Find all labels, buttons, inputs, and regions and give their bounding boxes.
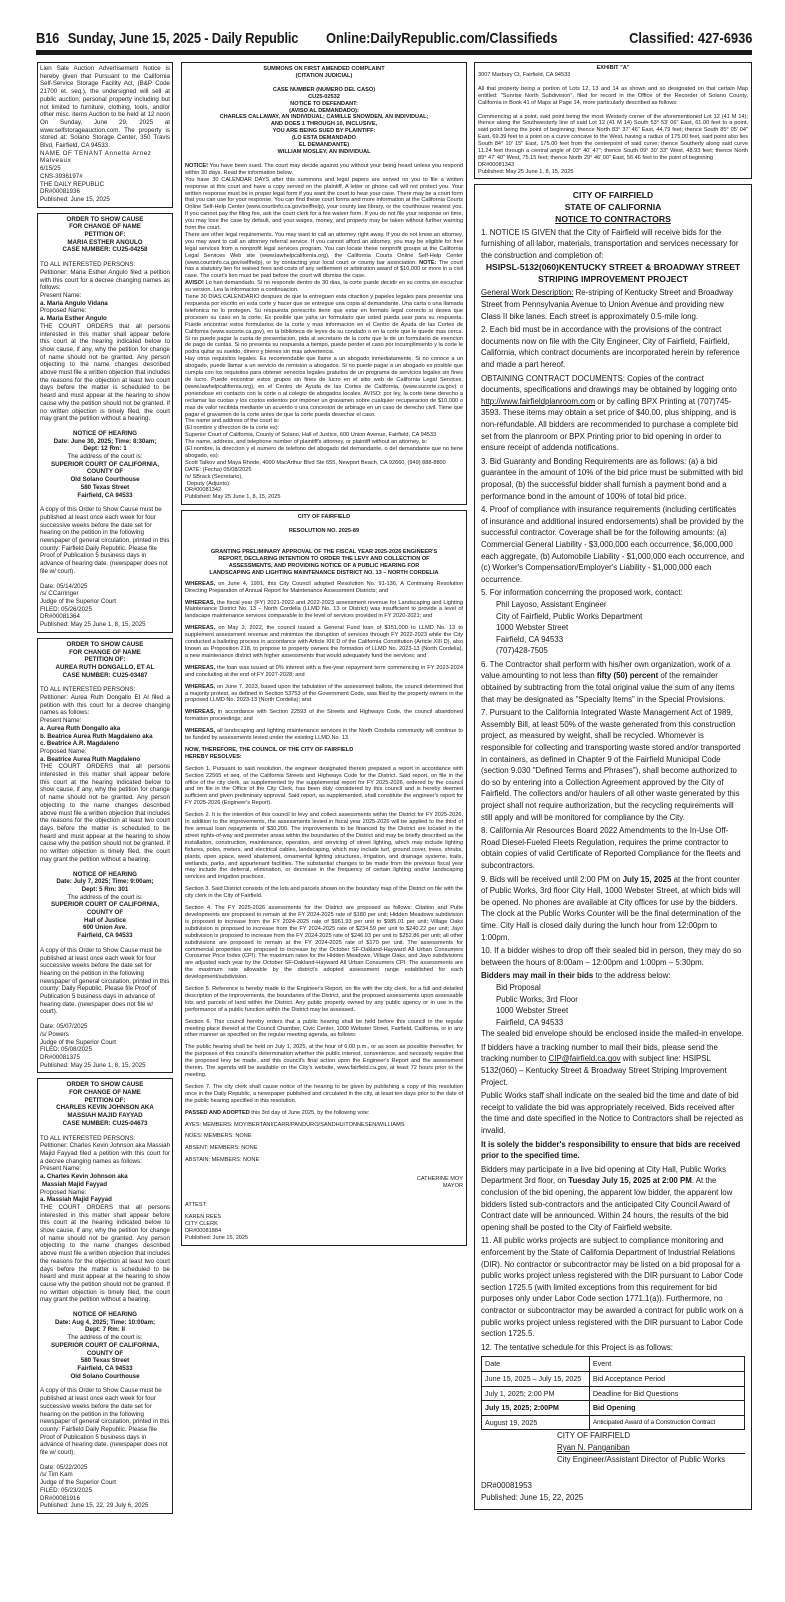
mail-address-line: Public Works, 3rd Floor xyxy=(496,994,578,1004)
case-number: CASE NUMBER: CU25-04258 xyxy=(62,246,148,254)
footer-line: FILED: 05/23/2025 xyxy=(40,1486,92,1494)
court-orders-text: THE COURT ORDERS that all persons interested in this matter shall appear before this court at the hearing indicated below to show cause, if any, why the petition for change of name should not be granted. Any person objecting to the name changes described above must file a written objection that includes the reasons for the objection at least two court days before the matter is scheduled to be heard and must appear at the hearing to show cause why the petition should not be granted. If no written objection is timely filed, the court may grant the petition without a hearing. xyxy=(40,1203,170,1304)
passed-label: PASSED AND ADOPTED xyxy=(185,1109,250,1116)
notice-title: ORDER TO SHOW CAUSE xyxy=(66,215,144,223)
section-2: Section 2. It is the intention of this council to levy and collect assessments within the District for FY 2025-2026. In addition to the improvements, the assessments levied in fiscal year 2025-2026 will be applied to the third of five annual loan repayments of $30,200. The improvements to be financed by the District are located in the street rights-of-way and perimeter areas within the boundaries of the District and may be briefly described as the installation, construction, maintenance, operation, and servicing of street lighting, which may include lighting fixtures, poles, meters, and electrical cables, landscaping, which may include turf, ground cover, trees, shrubs, plants, open space, weed abatement, ornamental lighting structures, irrigation, and drainage systems, trails, wetlands, parks, and appurtenant facilities. The substantial changes to be made from the previous fiscal year may include the deferral, elimination, or decrease in the frequency of certain lighting and/or landscaping services and irrigation practices. xyxy=(185,812,463,881)
case-line: YOU ARE BEING SUED BY PLAINTIFF: xyxy=(272,128,376,135)
footer-line: DR#00081364 xyxy=(40,613,80,621)
para-text: Lo han demandado. Si no responde dentro de 30 dias, la corte puede decidir en su contra sin escuchar su version. Lea la informacion a continuacion. xyxy=(185,280,463,294)
gwd-label: General Work Description: xyxy=(481,288,574,298)
general-work-description xyxy=(481,287,745,322)
notice-title: ORDER TO SHOW CAUSE xyxy=(66,640,144,648)
address-intro: The address of the court is: xyxy=(67,893,143,901)
ntc-item-8: 8. California Air Resources Board 2022 Amendments to the In-Use Off-Road Diesel-Fueled Fleets Regulation, requires the prime contractor to obtain copies of valid Certificate of Reported Compliance for the fleets and subcontractors. xyxy=(481,826,741,870)
mail-address-line: 1000 Webster Street xyxy=(496,1006,569,1016)
exhibit-legal-description: Commencing at a point, said point being the most Westerly corner of the aforementioned Lot 12 (41 M 14); thence along the Southwesterly line of said Lot 12 (41 M 14) South 53° 53' 06" East, 61.00 feet to a point, said point being the point of beginning; thence North 83° 37' 46" East, 44.79 feet; thence South 85° 05' 04" East, 69.39 feet to a point on a curve concave to the West, having a radius of 175.00 feet, said point also lies South 84° 10' 15" East, 175.00 feet from the centerpoint of said curve; thence Southerly along said curve 11.24 feet through a central angle of 03° 40' 47"; thence South 09° 30' 33" West, 48.93 feet; thence North 89° 47' 40" West, 75.15 feet; thence North 29° 46' 00" East, 56.46 feet to the point of beginning xyxy=(478,113,748,161)
section-7: Section 7. The city clerk shall cause notice of the hearing to be given by publishing a copy of this resolution once in the Daily Republic, a newspaper published and circulated in the city, at least ten days prior to the date of the public hearing specified in this resolution. xyxy=(185,1083,463,1104)
footer-line: Published: June 15, 22, 29 July 6, 2025 xyxy=(40,1502,149,1510)
footer-line: FILED: 05/26/2025 xyxy=(40,605,92,613)
live-bid-opening xyxy=(481,1164,745,1234)
clause-text: on June 4, 1991, this City Council adopted Resolution No. 91-136, A Continuing Resolution Directing Preparation of Annual Report for Maintenance Assessment Districts; and xyxy=(185,580,463,594)
sealed-envelope-note: The sealed bid envelope should be enclosed inside the mailed-in envelope. xyxy=(481,1029,744,1039)
clerk-name: KAREN REES xyxy=(185,1213,222,1220)
obtaining-documents xyxy=(481,373,745,454)
footer-line: /s/ Powers xyxy=(40,1030,69,1038)
cip-email-link[interactable]: CIP@fairfield.ca.gov xyxy=(548,1054,621,1064)
mail-address-line: Bid Proposal xyxy=(496,982,541,992)
court-line: 580 Texas Street xyxy=(80,1357,130,1365)
whereas-label: WHEREAS, xyxy=(185,625,216,632)
proposed-name-label: Proposed Name: xyxy=(40,307,87,315)
notice-para xyxy=(185,163,463,177)
exhibit-address: 3007 Marbury Ct, Fairfield, CA 94533 xyxy=(478,71,571,78)
page-number: B16 xyxy=(36,30,60,47)
obtain-text: or by calling BPX Printing at (707)745-3593. These items may obtain a set price of $40.00, plus shipping, and is non-refundable. All bidders are recommended to purchase a complete bid set from the planroom or BPX Printing prior to bid opening in order to ensure receipt of addenda notifications. xyxy=(481,396,739,453)
ntc-item-10: 10. If a bidder wishes to drop off their sealed bid in person, they may do so between the hours of 8:00am – 12:00pm and 1:00pm – 5:30pm. xyxy=(481,946,742,967)
court-line: (El nombre, la direccion y el numero de telefono del abogado del demandante, o del demandante que no tiene abogado, es): xyxy=(185,446,463,459)
to-all-label: TO ALL INTERESTED PERSONS: xyxy=(40,1134,136,1142)
section-5: Section 5. Reference is hereby made to the Engineer's Report, on file with the city clerk, for a full and detailed description of the improvements, the boundaries of the District, and the proposed assessments upon assessable lots and parcels of land within the District. Any public property owned by any public agency or in use in the performance of a public function within the District may be assessed. xyxy=(185,986,463,1013)
passed-adopted xyxy=(185,1110,463,1117)
petitioner-text: Petitioner: Maria Esther Angulo filed a petition with this court for a decree changing names as follows: xyxy=(40,268,170,292)
whereas-label: WHEREAS, xyxy=(185,709,216,716)
ntc-item-12: 12. The tentative schedule for this Project is as follows: xyxy=(481,1342,673,1352)
ntc-item-7: 7. Pursuant to the California Integrated Waste Management Act of 1989, Assembly Bill, at least 50% of the waste generated from this construction project, as measured by weight, shall be recycled. Whomever is responsible for collecting and transporting waste stored and/or transported in containers, as defined in Chapter 9 of the Fairfield Municipal Code (section 9.030 "Defined Terms and Phrases"), shall become authorized to do so by entering into a Collection Agreement approved by the City of Fairfield. The collectors and/or haulers of all other waste generated by this project shall not require authorization, but the recycling requirements will still apply and will be monitored for compliance by the City. xyxy=(481,708,741,822)
mayor-title: MAYOR xyxy=(442,1183,463,1190)
header-date: Date xyxy=(482,1357,590,1372)
masthead xyxy=(36,30,752,52)
schedule-header-row xyxy=(482,1357,745,1372)
resolves-heading: NOW, THEREFORE, THE COUNCIL OF THE CITY OF FAIRFIELD xyxy=(185,746,354,753)
to-all-label: TO ALL INTERESTED PERSONS: xyxy=(40,686,136,694)
notice-title: FOR CHANGE OF NAME xyxy=(69,223,141,231)
notice-title: PETITION OF: xyxy=(84,231,126,239)
clause-text: in accordance with Section 22593 of the Streets and Highways Code, the council abandoned formation proceedings; and xyxy=(185,709,463,723)
notice-label: NOTICE! xyxy=(185,162,208,169)
summons-subtitle: (CITATION JUDICIAL) xyxy=(295,72,353,79)
ntc-item-11: 11. All public works projects are subject to compliance monitoring and enforcement by the State of California Department of Industrial Relations (DIR). No contractor or subcontractor may be listed on a bid proposal for a public works project unless registered with the DIR pursuant to Labor Code section 1725.5 (with limited exceptions from this requirement for bid purposes only under Labor Code section 1771.1(a)). Furthermore, no contractor or subcontractor may be awarded a contract for public work on a public works project unless registered with the DIR pursuant to Labor Code section 1725.5. xyxy=(481,1236,744,1339)
whereas-label: WHEREAS, xyxy=(185,599,216,606)
schedule-event: Bid Acceptance Period xyxy=(589,1371,744,1386)
court-line: SUPERIOR COURT OF CALIFORNIA, xyxy=(51,901,159,909)
present-name: c. Beatrice A.R. Magdaleno xyxy=(40,740,120,748)
lien-line: 6/15/25 xyxy=(40,165,61,173)
case-number: CASE NUMBER: CU25-03487 xyxy=(62,671,148,679)
present-name-label: Present Name: xyxy=(40,717,82,725)
section-4: Section 4. The FY 2025-2026 assessments for the District are proposed as follows: Citation and Pulte developments are proposed to remain at the FY 2024-2025 rate of $180 per unit; Hidden Meadows subdivision is proposed to increase from the FY 2024-2025 rate of $961.93 per unit to $985.01 per unit; Village Oaks subdivision is proposed to increase from the FY 2024-2025 rate of $234.59 per unit to $240.22 per unit; Jayo subdivision is proposed to increase from the FY 2024-2025 rate of $246.93 per unit to $252.86 per unit; all other subdivisions are proposed to remain at the FY 2024-2025 rate of $170 per unit. The assessments for commercial properties are proposed to increase by the October SF-Oakland-Hayward All Urban Consumers Consumer Price Index (CPI). The maximum rates for the Hidden Meadows, Village Oaks, and Jayo subdivisions are adjusted each year by the October SF-Oakland-Hayward All Urban Consumers CPI. The assessments are the maximum rate allowable by the district's adopted assessment range established for each development/subdivision. xyxy=(185,905,463,981)
planroom-link[interactable]: http://www.fairfieldplanroom.com xyxy=(481,396,596,406)
published-line: Published: June 15, 22, 2025 xyxy=(481,1492,584,1502)
ntc-item-6 xyxy=(481,659,745,705)
defendants: CHARLES CALLAWAY, AN INDIVIDUAL; CAMILLE SNOWDEN, AN INDIVIDUAL; xyxy=(219,114,429,121)
header-rule xyxy=(36,50,752,55)
hearing-date: Date: June 30, 2025; Time: 8:30am; xyxy=(53,437,157,445)
aviso-para xyxy=(185,280,463,294)
tracking-text: If bidders have a tracking number to mail their bids, please send the tracking number to xyxy=(481,1042,718,1064)
footer-line: Judge of the Superior Court xyxy=(40,1479,117,1487)
mayor-name: CATHERINE MOY xyxy=(416,1176,463,1183)
item-text: of the remainder obtained by subtracting from the total original value the sum of any items that may be designated as "Specialty Items" in the Special Provisions. xyxy=(481,671,735,704)
ntc-city: CITY OF FAIRFIELD xyxy=(572,189,654,200)
lien-body: Lien Sale Auction Advertisement Notice is hereby given that Pursuant to the California Self-Service Storage Facility Act, (B&P Code 21700 et. seq.), the undersigned will sell at public auction; personal property including but not limited to furniture, clothing, tools, and/or other misc. items Auction to be held at 12 noon On Sunday, June 29, 2025 at www.selfstorageauction.com. The property is stored at: Solano Storage Center, 350 Travis Blvd, Fairfield, CA 94533. xyxy=(40,65,170,150)
contact-line: Phil Layoso, Assistant Engineer xyxy=(496,599,607,609)
page-date-line xyxy=(36,30,298,47)
contact-line: City of Fairfield, Public Works Department xyxy=(496,611,643,621)
proposed-name-label: Proposed Name: xyxy=(40,1188,87,1196)
whereas-clause xyxy=(185,684,463,705)
ntc-title: NOTICE TO CONTRACTORS xyxy=(555,213,671,224)
vote-absent: ABSENT: MEMBERS: NONE xyxy=(185,1145,258,1152)
to-all-label: TO ALL INTERESTED PERSONS: xyxy=(40,261,136,269)
court-address: Superior Court of California, County of Solano, Hall of Justice, 600 Union Avenue, Fairfield, CA 94533 xyxy=(185,432,437,439)
court-line: Fairfield, CA 94533 xyxy=(77,932,133,940)
summons-para xyxy=(185,232,463,280)
column-right xyxy=(474,62,752,1515)
court-line: Old Solano Courthouse xyxy=(70,1372,140,1380)
section-3: Section 3. Said District consists of the lots and parcels shown on the boundary map of the District on file with the city clerk in the City of Fairfield. xyxy=(185,886,463,900)
mail-address-line: Fairfield, CA 94533 xyxy=(496,1017,564,1027)
lien-line: Published: June 15, 2025 xyxy=(40,195,110,203)
summons-title: SUMMONS ON FIRST AMENDED COMPLAINT xyxy=(263,66,385,72)
publication-text: A copy of this Order to Show Cause must be published at least once each week for four successive weeks before the date set for hearing on the petition in the following newspaper of general circulation, printed in this county: Fairfield Daily Republic. Please file Proof of Publication 5 business days in advance of hearing date. (newspaper does not file w/ court). xyxy=(40,506,170,575)
item-text: 9. Bids will be received until 2:00 PM on xyxy=(481,874,623,884)
present-name: b. Beatrice Aurea Ruth Magdaleno aka xyxy=(40,732,153,740)
item-text: 6. The Contractor shall perform with his/her own organization, work of a value amounting to not less than xyxy=(481,659,731,681)
notice-title: FOR CHANGE OF NAME xyxy=(69,1089,141,1097)
hearing-date: Date: Aug 4, 2025; Time: 10:00am; xyxy=(54,1318,156,1326)
vote-abstain: ABSTAIN: MEMBERS: NONE xyxy=(185,1157,260,1164)
lien-line: CNS-3936197# xyxy=(40,172,83,180)
schedule-event: Bid Opening xyxy=(589,1401,744,1416)
aviso-label: AVISO! xyxy=(185,280,204,287)
hearing-date: Date: July 7, 2025; Time: 9:00am; xyxy=(56,878,154,886)
footer-line: Published: May 25 June 1, 8, 15, 2025 xyxy=(40,621,146,629)
published-line: Published: May 25 June 1, 8, 15, 2025 xyxy=(478,168,574,175)
footer-line: Judge of the Superior Court xyxy=(40,1038,117,1046)
footer-line: /s/ CCarringer xyxy=(40,590,79,598)
staff-note: Public Works staff shall indicate on the sealed bid the time and date of bid receipt to validate the bid was appropriately received. Bids received after the time and date specified in the Notice to Contractors shall be rejected as invalid. xyxy=(481,1091,744,1136)
court-line: COUNTY OF xyxy=(86,468,124,476)
mail-bold: Bidders may mail in their bids xyxy=(481,971,594,981)
petitioner-name: AUREA RUTH DONGALLO, ET AL xyxy=(55,663,155,671)
court-line: Old Solano Courthouse xyxy=(70,476,140,484)
defendants: AND DOES 1 THROUGH 10, INCLUSIVE, xyxy=(270,121,378,128)
present-name: a. Aurea Ruth Dongallo aka xyxy=(40,724,121,732)
court-orders-text: THE COURT ORDERS that all persons interested in this matter shall appear before this court at the hearing indicated below to show cause, if any, why the petition for change of name should not be granted. Any person objecting to the name changes described above must file a written objection that includes the reasons for the objection at least two court days before the matter is scheduled to be heard and must appear at the hearing to show cause why the petition should not be granted. If no written objection is timely filed, the court may grant the petition without a hearing. xyxy=(40,763,170,863)
attorney-info: Scott Talkov and Maya Rhode, 4000 MacArthur Blvd Ste 655, Newport Beach, CA 92660, (949) 888-8800 xyxy=(185,459,446,466)
notice-title: ORDER TO SHOW CAUSE xyxy=(66,1081,144,1089)
proposed-name: a. Maria Esther Angulo xyxy=(40,315,107,323)
hearing-title: NOTICE OF HEARING xyxy=(73,1311,137,1319)
live-text: . At the conclusion of the bid opening, the apparent low bidder, the apparent low bidders listed sub-contractors and the anticipated City Council Award of Contract date will be announced. Within 24 hours, the results of the bid opening shall be posted to the City of Fairfield website. xyxy=(481,1176,733,1232)
whereas-label: WHEREAS, xyxy=(185,580,216,587)
contact-line: 1000 Webster Street xyxy=(496,623,569,633)
hearing-title: NOTICE OF HEARING xyxy=(73,429,137,437)
published-line: Published: June 15, 2025 xyxy=(185,1234,249,1241)
clause-text: on June 7, 2023, based upon the tabulation of the assessment ballots, the council determined that a majority protest, as defined in Section 53753 of the Government Code, was filed by the property owners in the proposed LLMD No. 2023-13 (North Cordelia); and xyxy=(185,683,463,704)
tracking-text: with subject line: HSIPSL 5132(060) – Kentucky Street & Broadway Street Striping Improvement Project. xyxy=(481,1054,727,1087)
passed-text: this 3rd day of June 2025, by the following vote: xyxy=(249,1109,370,1116)
footer-line: DR#00081375 xyxy=(40,1053,80,1061)
case-line: EL DEMANDANTE) xyxy=(298,142,350,149)
dr-number: DR#00081343 xyxy=(478,161,515,168)
address-intro: The address of the court is: xyxy=(67,453,143,461)
ntc-item-3: 3. Bid Guaranty and Bonding Requirements are as follows: (a) a bid guarantee in the amount of 10% of the bid price must be submitted with bid proposal, (b) the successful bidder shall furnish a payment bond and a performance bond in the amount of 100% of total bid price. xyxy=(481,456,743,501)
gwd-text: Re-striping of Kentucky Street and Broadway Street from Pennsylvania Avenue to Union Avenue and providing new Class II bike lanes. Each street is approximately 0.5-mile long. xyxy=(481,288,734,321)
summons-date: DATE: (Fecha) 05/08/2025 xyxy=(185,466,252,473)
schedule-row xyxy=(482,1415,745,1430)
column-middle xyxy=(181,62,467,1251)
ntc-item-2: 2. Each bid must be in accordance with the provisions of the contract documents now on file with the City Engineer, City of Fairfield, Fairfield, California, which contract documents are incorporated herein by reference and made a part hereof. xyxy=(481,325,740,370)
whereas-clause xyxy=(185,625,463,660)
footer-line: Date: 05/14/2025 xyxy=(40,582,88,590)
signature-city: CITY OF FAIRFIELD xyxy=(557,1431,631,1441)
section-6: Section 6. This council hereby orders that a public hearing shall be held before this council in the regular meeting place thereof at the Council Chamber, Civic Center, 1000 Webster Street, Fairfield, California, or in any other manner as specified on the regular meeting agenda, as follows: xyxy=(185,1018,463,1039)
summons-para: Hay otros requisitos legales. Es recomendable que llame a un abogado inmediatamente. Si no conoce a un abogado, puede llamar a un servicio de remision a abogados. Si no puede pagar a un abogado es posible que cumpla con los requisitos para obtener servicios legales gratuitos de un programa de servicios legales sin fines de lucro. Puede encontrar estos grupos sin fines de lucro en el sitio web de California Legal Services, (www.lawhelpcalifornia.org), en el Centro de Ayuda de las Cortes de California, (www.sucorte.ca.gov) o poniendose en contacto con la corte o al colegio de abogados locales. AVISO: por ley, la corte tiene derecho a reclamar las cuotas y los costos extentos por imponer un gravamen sobre cualquier recuperacion de $10,000 o mas de valor recibida mediante un acuerdo o una concesion de arbirage en un caso de derecho civil. Tiene que pagar el gravamen de la corte antes de que la corte pueda desechar el caso. xyxy=(185,356,463,418)
proposed-name: a. Massiah Majid Fayyad xyxy=(40,1196,112,1204)
notice-title: PETITION OF: xyxy=(84,656,126,664)
resolution-notice xyxy=(181,510,467,1245)
court-line: The name and address of the court is: xyxy=(185,418,280,425)
classified-phone: Classified: 427-6936 xyxy=(628,30,752,47)
footer-line: Date: 05/07/2025 xyxy=(40,1023,88,1031)
whereas-label: WHEREAS, xyxy=(185,683,216,690)
court-line: Fairfield, CA 94533 xyxy=(77,1364,133,1372)
published-line: Published: May 25 June 1, 8, 15, 2025 xyxy=(185,494,281,501)
court-line: Hall of Justice xyxy=(84,916,126,924)
plaintiff: WILLIAM MOSLEY, AN INDIVIDUAL xyxy=(277,148,371,155)
schedule-date: June 15, 2025 – July 15, 2025 xyxy=(482,1371,590,1386)
petitioner-name: MARIA ESTHER ANGULO xyxy=(67,238,143,246)
court-line: SUPERIOR COURT OF CALIFORNIA, xyxy=(51,1341,159,1349)
lien-sale-notice xyxy=(37,62,173,208)
dr-number: DR#00081884 xyxy=(185,1227,222,1234)
footer-line: /s/ Tim Kam xyxy=(40,1471,73,1479)
obtain-text: OBTAINING CONTRACT DOCUMENTS: Copies of the contract documents, specifications and drawings may be obtained by logging onto xyxy=(481,373,737,395)
notice-title: PETITION OF: xyxy=(84,1096,126,1104)
clause-text: all landscaping and lighting maintenance services in the North Cordelia community will continue to be funded by assessments levied under the existing LLMD No. 13. xyxy=(185,728,463,742)
ntc-item-1: 1. NOTICE IS GIVEN that the City of Fairfield will receive bids for the furnishing of all labor, materials, transportation and services necessary for the construction and completion of: xyxy=(481,227,739,260)
exhibit-paragraph: All that property being a portion of Lots 12, 13 and 14 as shown and so designated on that certain Map entitled: "Sunrise North Subdivision", filed for record in the Office of the Recorder of Solano County, California in Book 41 of Maps at Page 14, more particularly described as follows: xyxy=(478,85,748,106)
hearing-dept: Dept: 5 Rm: 301 xyxy=(81,885,129,893)
hearing-dept: Dept: 7 Rm: II xyxy=(85,1326,125,1334)
court-line: 580 Texas Street xyxy=(80,483,130,491)
footer-line: Date: 05/22/2025 xyxy=(40,1463,88,1471)
schedule-date: July 15, 2025; 2:00PM xyxy=(482,1401,590,1416)
schedule-row xyxy=(482,1371,745,1386)
mail-text: to the address below: xyxy=(593,971,671,981)
schedule-row xyxy=(482,1386,745,1401)
lien-line: DR#00081936 xyxy=(40,188,80,196)
present-name-label: Present Name: xyxy=(40,1165,82,1173)
summons-para: You have 30 CALENDAR DAYS after this summons and legal papers are served on you to file a written response at this court and have a copy served on the plaintiff. A letter or phone call will not protect you. Your written response must be in proper legal form if you want the court to hear your case. There may be a court form that you can use for your response. You can find these court forms and more information at the California Courts Online Self-Help Center (www.courtinfo.ca.gov/selfhelp), your county law library, or the courthouse nearest you. If you cannot pay the filing fee, ask the court clerk for a fee waiver form. If you do not file your response on time, you may lose the case by default, and your wages, money, and property may be taken without further warning from the court. xyxy=(185,176,463,232)
section-1: Section 1. Pursuant to said resolution, the engineer designated therein prepared a report in accordance with Section 22565 et seq. of the California Streets and Highways Code for the District. Said report, on file in the office of the city clerk, as supplemented by the supplemental report for FY 2025-2026, ordered by the council and on file in the Office of the City Clerk, has been duly considered by this council and is hereby deemed sufficient and given preliminary approval. Said report, as supplemented, shall constitute the engineer's report for FY 2025-2026 (Engineer's Report). xyxy=(185,765,463,807)
note-label: NOTE: xyxy=(419,259,437,266)
issue-date: Sunday, June 15, 2025 - Daily Republic xyxy=(67,30,299,47)
notice-text: You have been sued. The court may decide against you without your being heard unless you respond within 30 days. Read the information below. xyxy=(185,162,463,176)
whereas-label: WHEREAS, xyxy=(185,664,216,671)
petitioner-text: Petitioner: Charles Kevin Johnson aka Massiah Majid Fayyad filed a petition with this court for a decree changing names as follows: xyxy=(40,1142,170,1165)
item-bold: fifty (50) percent xyxy=(596,671,659,681)
schedule-table xyxy=(481,1356,745,1430)
osc-notice-dongallo xyxy=(37,638,173,1074)
mail-bids xyxy=(481,970,745,982)
footer-line: Judge of the Superior Court xyxy=(40,598,117,605)
signature-title: City Engineer/Assistant Director of Public Works xyxy=(557,1455,726,1465)
publication-text: A copy of this Order to Show Cause must be published at least once each week for four successive weeks before the date set for hearing on the petition in the following newspaper of general circulation, printed in this county: Daily Republic. Please file Proof of Publication 5 business days in advance of hearing date. (newspaper does not file w/ court). xyxy=(40,946,170,1016)
responsibility-note: It is solely the bidder's responsibility to ensure that bids are received prior to the specified time. xyxy=(481,1139,741,1161)
footer-line: DR#00081916 xyxy=(40,1494,80,1502)
present-name-label: Present Name: xyxy=(40,291,82,299)
court-line: Fairfield, CA 94533 xyxy=(77,491,133,499)
court-line: COUNTY OF xyxy=(86,1349,124,1357)
petitioner-name: CHARLES KEVIN JOHNSON AKA xyxy=(56,1104,154,1112)
hearing-title: NOTICE OF HEARING xyxy=(73,870,137,878)
schedule-event: Anticipated Award of a Construction Contract xyxy=(589,1415,744,1430)
case-number: CASE NUMBER: CU25-04673 xyxy=(62,1119,148,1127)
lien-tenant: NAME OF TENANT Annette Arnez Malveaux xyxy=(40,149,152,165)
signature-line: Deputy (Adjunto) xyxy=(187,480,229,487)
schedule-date: August 19, 2025 xyxy=(482,1415,590,1430)
live-date: Tuesday July 15, 2025 at 2:00 PM xyxy=(568,1176,692,1186)
court-orders-text: THE COURT ORDERS that all persons interested in this matter shall appear before this court at the hearing indicated below to show cause, if any, why the petition for change of name should not be granted. Any person objecting to the name changes described above must file a written objection that includes the reasons for the objection at least two court days before the matter is scheduled to be heard and must appear at the hearing to show cause why the petition should not be granted. If no written objection is timely filed, the court may grant the petition without a hearing. xyxy=(40,322,170,423)
schedule-date: July 1, 2025; 2:00 PM xyxy=(482,1386,590,1401)
dr-number: DR#00081953 xyxy=(481,1481,532,1491)
clause-text: on May 3, 2022, the council issued a General Fund loan of $151,000 to LLMD No. 13 to supplement assessment revenue and minimize the disruption of services through FY 2022-2023 while the City conducted a balloting process in accordance with Article XIII D of the California Constitution (Article XIII D), also known as Proposition 218, to propose to property owners the formation of LLMD No. 2023-13 (North Cordelia), a new maintenance district with higher assessments that would adequately fund the services; and xyxy=(185,625,463,659)
hearing-paragraph: The public hearing shall be held on July 1, 2025, at the hour of 6:00 p.m., or as soon as possible thereafter, for the purposes of this council's determination whether the public interest, convenience, and necessity require that the proposed levy be made, and this council's final action upon the Engineer's Report and the assessment therein. The agenda will be available on the City's website, www.fairfield.ca.gov, at least 72 hours prior to the meeting. xyxy=(185,1044,463,1078)
online-link[interactable]: Online:DailyRepublic.com/Classifieds xyxy=(326,30,558,47)
exhibit-a-notice xyxy=(474,62,752,179)
case-line: CASE NUMBER (NUMERO DEL CASO) xyxy=(272,86,376,93)
resolution-number: RESOLUTION NO. 2025-89 xyxy=(288,528,360,535)
contact-phone: (707)428-7505 xyxy=(496,646,548,656)
osc-notice-angulo xyxy=(37,213,173,633)
header-event: Event xyxy=(589,1357,744,1372)
attest-label: ATTEST: xyxy=(185,1201,207,1208)
exhibit-title: EXHIBIT "A" xyxy=(596,65,630,71)
signature-line: /s/ SBrack (Secretario), xyxy=(185,473,243,480)
resolution-city: CITY OF FAIRFIELD xyxy=(297,514,351,521)
resolution-title: GRANTING PRELIMINARY APPROVAL OF THE FISCAL YEAR 2025-2026 ENGINEER'S REPORT, DECLARING INTENTION TO ORDER THE LEVY AND COLLECTION OF ASSESSMENTS, AND PROVIDING NOTICE OF A PUBLIC HEARING FOR LANDSCAPING AND LIGHTING MAINTENANCE DISTRICT NO. 13 – NORTH CORDELIA xyxy=(209,549,439,576)
signature-block xyxy=(481,1430,745,1466)
court-line: 600 Union Ave. xyxy=(83,924,127,932)
proposed-name-label: Proposed Name: xyxy=(40,747,87,755)
whereas-clause xyxy=(185,709,463,723)
summons-notice xyxy=(181,62,467,505)
project-title: HSIPSL-5132(060)KENTUCKY STREET & BROADWAY STREET STRIPING IMPROVEMENT PROJECT xyxy=(485,262,741,285)
contact-line: Fairfield, CA 94533 xyxy=(496,634,564,644)
schedule-event: Deadline for Bid Questions xyxy=(589,1386,744,1401)
osc-notice-johnson xyxy=(37,1078,173,1514)
vote-noes: NOES: MEMBERS: NONE xyxy=(185,1133,252,1140)
case-number: CU25-02532 xyxy=(308,93,340,100)
lien-line: THE DAILY REPUBLIC xyxy=(40,180,105,188)
court-line: SUPERIOR COURT OF CALIFORNIA, xyxy=(51,460,159,468)
petitioner-name: MASSIAH MAJID FAYYAD xyxy=(67,1112,143,1120)
resolves-heading: HEREBY RESOLVES: xyxy=(185,753,242,760)
whereas-clause xyxy=(185,728,463,742)
para-text: The court has a statutory lien for waived fees and costs of any settlement or arbitration award of $10,000 or more in a civil case. The court's lien must be paid before the court will dismiss the case. xyxy=(185,259,463,280)
footer-line: FILED: 05/08/2025 xyxy=(40,1046,92,1054)
case-line: NOTICE TO DEFENDANT: xyxy=(290,100,358,107)
live-text: Bidders may participate in a live bid opening at City Hall, Public Works Department 3rd floor, on xyxy=(481,1164,727,1186)
ntc-item-5: 5. For information concerning the proposed work, contact: xyxy=(481,588,683,598)
clause-text: the loan was issued at 0% interest with a five-year repayment term commencing in FY 2023-2024 and concluding at the end of FY 2027-2028; and xyxy=(185,664,463,678)
footer-line: Published: May 25 June 1, 8, 15, 2025 xyxy=(40,1061,146,1069)
whereas-label: WHEREAS, xyxy=(185,728,216,735)
hearing-dept: Dept: 12 Rm: 1 xyxy=(83,445,127,453)
petitioner-text: Petitioner: Aurea Ruth Dongallo Et Al filed a petition with this court for a decree changing names as follows: xyxy=(40,694,170,717)
ntc-item-9 xyxy=(481,874,745,944)
ntc-state: STATE OF CALIFORNIA xyxy=(564,201,662,212)
court-line: The name, address, and telephone number of plaintiff's attorney, or plaintiff without an attorney, is: xyxy=(185,439,428,446)
address-intro: The address of the court is: xyxy=(67,1334,143,1342)
vote-ayes: AYES: MEMBERS: MOY/BERTANI/CARR/PANDURO/SANDHU/TONNESEN/WILLIAMS xyxy=(185,1121,405,1128)
item-text: at the front counter of Public Works, 3rd floor City Hall, 1000 Webster Street, at which bids will be opened. No phones are available at City offices for use by the bidders. The clock at the Public Works Counter will be the final determination of the time. City Hall is closed daily during the lunch hour from 12:00pm to 1:00pm. xyxy=(481,874,741,942)
case-line: (LO ESTA DEMANDADO xyxy=(291,135,356,142)
signature-name: Ryan N. Panganiban xyxy=(557,1442,745,1455)
notice-title: FOR CHANGE OF NAME xyxy=(69,648,141,656)
para-text: There are other legal requirements. You may want to call an attorney right away. If you do not know an attorney, you may want to call an attorney referral service. If you cannot afford an attorney, you may be eligible for free legal services from a nonprofit legal services program. You can locate these nonprofit groups at the California Legal Services Web site (www.lawhelpcalifornia.org), the California Courts Online Self-Help Center (www.courtinfo.ca.gov/selfhelp), or by contacting your local court or county bar association. xyxy=(185,231,463,266)
present-name: a. Maria Angulo Vidana xyxy=(40,299,108,307)
clerk-title: CITY CLERK xyxy=(185,1220,218,1227)
whereas-clause xyxy=(185,665,463,679)
summons-para: Tiene 30 DIAS CALENDARIO despues de que la entreguen esta citaction y papeles legales para presentar una respuesta por escrito en esta corte y hacer que se entregue una copia al demandante. Una carta o una llamada telefonica no lo protegen. Su respuesta porescrito tiene que estar en formato legal correcto si desea que procesen su caso en la corte. Es posible que yaha un formulario que usted pueda usar para su respuesta. Puede encontrar estos formularios de la corte y mas informacion en el Centro de Ayuda de las Cortes de California (www.sucorte.ca.gov), en la biblioteca de leyes de su condado o en la corte que le quede mas cerca. Si no puede pagar la cuota de presentacion, pida al secretario de la corte que le de un formulario de exencion de pago de cuotas. Si no presenta su respuesta a tiempo, puede perder el caso por incumplimiento y la corte le podra quitar su sueldo, dinero y bienes sin mas advertencia. xyxy=(185,294,463,356)
tracking-note xyxy=(481,1042,745,1088)
court-line: COUNTY OF xyxy=(86,909,124,917)
court-line: (El nombre y direccion de la corte es): xyxy=(185,425,280,432)
ntc-item-4: 4. Proof of compliance with insurance requirements (including certificates of insurance and additional insured endorsements) shall be provided by the successful contractor. Coverage shall be for the following amounts: (a) Commercial General Liability - $3,000,000 each occurrence, $6,000,000 each aggregate, (b) Automobile Liability - $1,000,000 each occurrence, and (c) Worker's Compensation/Employer's Liability - $1,000,000 each occurrence. xyxy=(481,505,745,584)
present-name: a. Charles Kevin Johnson aka xyxy=(40,1173,128,1181)
clause-text: the fiscal year (FY) 2021-2022 and 2022-2023 assessment revenue for Landscaping and Lighting Maintenance District No. 13 – North Cordelia (LLMD No. 13 or District) was insufficient to provide a level of landscape maintenance services comparable to the level of services provided in FY 2020-2021; and xyxy=(185,599,463,620)
bid-due-date: July 15, 2025 xyxy=(622,874,672,884)
whereas-clause xyxy=(185,581,463,595)
proposed-name: a. Beatrice Aurea Ruth Magdaleno xyxy=(40,755,141,763)
case-line: (AVISO AL DEMANDADO): xyxy=(289,107,359,114)
column-left xyxy=(37,62,173,1519)
present-name: Massiah Majid Fayyad xyxy=(42,1180,107,1188)
dr-number: DR#00081342 xyxy=(185,487,222,494)
whereas-clause xyxy=(185,600,463,621)
publication-text: A copy of this Order to Show Cause must be published at least once each week for four successive weeks before the date set for hearing on the petition in the following newspaper of general circulation, printed in this county: Fairfield Daily Republic. Please file Proof of Publication 5 business days in advance of hearing date. (newspaper does not file w/ court). xyxy=(40,1387,170,1457)
notice-to-contractors xyxy=(474,184,752,1511)
schedule-row xyxy=(482,1401,745,1416)
